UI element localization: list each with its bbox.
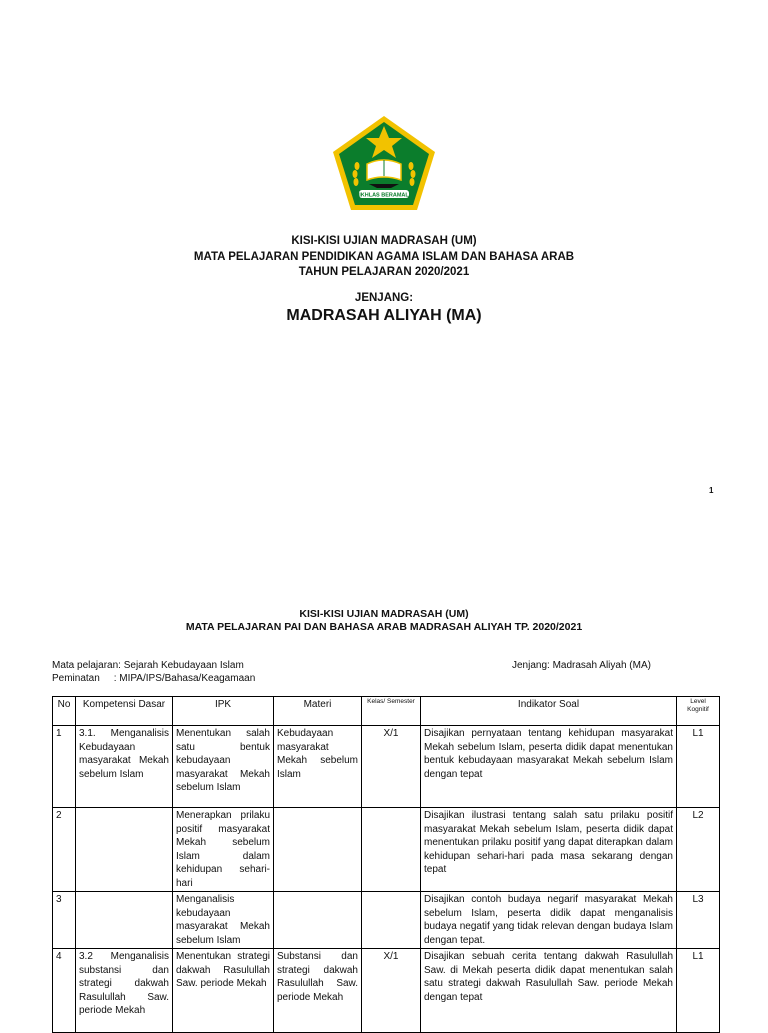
cell-indikator: Disajikan contoh budaya negarif masyarakat Mekah sebelum Islam, peserta didik dapat menganalisis budaya negatif yang tidak relevan dengan budaya Islam dengan tepat. (421, 892, 677, 949)
header-kelas: Kelas/ Semester (362, 697, 421, 726)
cell-kd: 3.1. Menganalisis Kebudayaan masyarakat Mekah sebelum Islam (76, 726, 173, 808)
cell-no: 4 (53, 949, 76, 1033)
header-kd: Kompetensi Dasar (76, 697, 173, 726)
cell-kelas: X/1 (362, 726, 421, 808)
table-row (53, 808, 720, 892)
peminatan-field: Peminatan : MIPA/IPS/Bahasa/Keagamaan (52, 673, 256, 684)
kemenag-logo (331, 114, 437, 212)
cell-materi: Kebudayaan masyarakat Mekah sebelum Islam (274, 726, 362, 808)
header-indikator: Indikator Soal (421, 697, 677, 726)
cover-title-line2: MATA PELAJARAN PENDIDIKAN AGAMA ISLAM DAN BAHASA ARAB (193, 251, 575, 263)
header-ipk: IPK (173, 697, 274, 726)
cell-kd: 3.2 Menganalisis substansi dan strategi dakwah Rasulullah Saw. periode Mekah (76, 949, 173, 1033)
header-materi: Materi (274, 697, 362, 726)
section-title-line1: KISI-KISI UJIAN MADRASAH (UM) (299, 608, 469, 620)
cell-kelas (362, 892, 421, 949)
cell-kelas: X/1 (362, 949, 421, 1033)
cell-ipk: Menerapkan prilaku positif masyarakat Mekah sebelum Islam dalam kehidupan sehari-hari (173, 808, 274, 892)
cell-no: 1 (53, 726, 76, 808)
cell-kelas (362, 808, 421, 892)
cell-level: L3 (677, 892, 720, 949)
section-title-line2: MATA PELAJARAN PAI DAN BAHASA ARAB MADRASAH ALIYAH TP. 2020/2021 (185, 621, 583, 633)
logo-motto: IKHLAS BERAMAL (359, 192, 409, 199)
cell-indikator: Disajikan sebuah cerita tentang dakwah Rasulullah Saw. di Mekah peserta didik dapat menentukan salah satu strategi dakwah Rasulullah Saw. periode Mekah dengan tepat (421, 949, 677, 1033)
cell-indikator: Disajikan ilustrasi tentang salah satu prilaku positif masyarakat Mekah sebelum Islam, peserta didik dapat menentukan prilaku positif yang dapat diterapkan dalam kehidupan sehari-hari pada masa sekarang dengan tepat (421, 808, 677, 892)
cover-title-line1: KISI-KISI UJIAN MADRASAH (UM) (291, 235, 477, 247)
jenjang-field: Jenjang: Madrasah Aliyah (MA) (512, 660, 651, 671)
cell-ipk: Menganalisis kebudayaan masyarakat Mekah sebelum Islam (173, 892, 274, 949)
page-number: 1 (709, 486, 714, 495)
cell-no: 3 (53, 892, 76, 949)
cell-ipk: Menentukan salah satu bentuk kebudayaan masyarakat Mekah sebelum Islam (173, 726, 274, 808)
cell-no: 2 (53, 808, 76, 892)
table-header-row (53, 697, 720, 726)
cell-level: L1 (677, 949, 720, 1033)
cell-ipk: Menentukan strategi dakwah Rasulullah Saw. periode Mekah (173, 949, 274, 1033)
cell-materi (274, 808, 362, 892)
table-row (53, 949, 720, 1033)
cell-kd (76, 892, 173, 949)
cell-kd (76, 808, 173, 892)
cover-jenjang-value: MADRASAH ALIYAH (MA) (286, 307, 482, 324)
cell-indikator: Disajikan pernyataan tentang kehidupan masyarakat Mekah sebelum Islam, peserta didik dapat menentukan bentuk kebudayaan masyarakat Mekah sebelum Islam dengan tepat (421, 726, 677, 808)
cover-jenjang-label: JENJANG: (354, 292, 414, 304)
table-row (53, 892, 720, 949)
cell-materi: Substansi dan strategi dakwah Rasulullah Saw. periode Mekah (274, 949, 362, 1033)
cell-level: L2 (677, 808, 720, 892)
cell-level: L1 (677, 726, 720, 808)
subject-field: Mata pelajaran: Sejarah Kebudayaan Islam (52, 660, 244, 671)
header-level: Level Kognitif (677, 697, 720, 726)
cell-materi (274, 892, 362, 949)
table-row (53, 726, 720, 808)
kisi-table (52, 696, 720, 1033)
cover-title-line3: TAHUN PELAJARAN 2020/2021 (298, 266, 470, 278)
header-no: No (53, 697, 76, 726)
